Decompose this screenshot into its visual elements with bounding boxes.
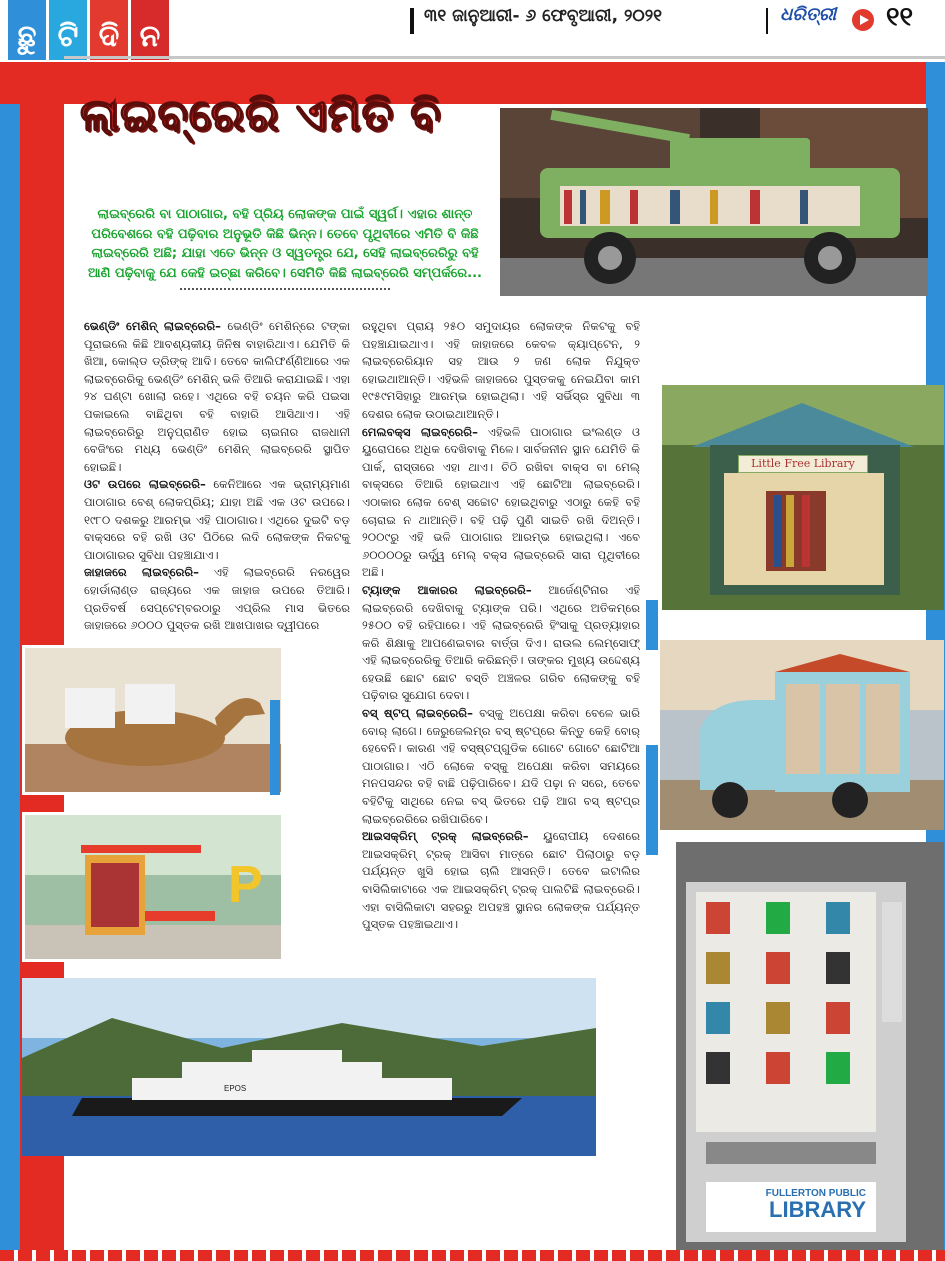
paragraph-text: ରହୁଥିବା ପ୍ରାୟ ୨୫୦ ସମୁଦାୟର ଲୋକଙ୍କ ନିକଟକୁ ବହି ପହଞ୍ଚାଯାଇଥାଏ। ଏହି ଜାହାଜରେ କେବଳ କ୍ୟାପ୍ଟେନ, ୨ ଲାଇବ୍ରେରିୟାନ ସହ ଆଉ ୨ ଜଣ ଲୋକ ନିଯୁକ୍ତ ହୋଇଥାଆନ୍ତି। ଏହିଭଳି ଜାହାଜରେ ପୁସ୍ତକକୁ ନେଇଯିବା କାମ ୧୯୫୯ମସିହାରୁ ଆରମ୍ଭ ହୋଇଥିଲା। ଏହି ସର୍ଭିସ୍‌ର ସୁବିଧା ୩ ଦେଶର ଲୋକ ଉଠାଇଥାଆନ୍ତି। xyxy=(362,319,640,421)
paragraph-ship xyxy=(84,564,350,634)
right-accent-bar xyxy=(646,745,658,855)
subhead: ଆଇସକ୍ରିମ୍ ଟ୍ରକ୍ ଲାଇବ୍ରେରି– xyxy=(362,829,529,844)
camel-library-photo xyxy=(22,645,284,795)
frame-blue-left xyxy=(0,60,20,1260)
bus-stop-sign: P xyxy=(228,856,263,914)
little-free-library-photo xyxy=(662,385,944,610)
article-intro: ଲାଇବ୍ରେରି ବା ପାଠାଗାର, ବହି ପ୍ରିୟ ଲୋକଙ୍କ ପାଇଁ ସ୍ୱର୍ଗ। ଏହାର ଶାନ୍ତ ପରିବେଶରେ ବହି ପଢ଼ିବାର ଅନୁଭୂତି କିଛି ଭିନ୍ନ। ତେବେ ପୃଥିବୀରେ ଏମିତି ବି କିଛି ଲାଇବ୍ରେରି ଅଛି; ଯାହା ଏତେ ଭିନ୍ନ ଓ ସ୍ୱତନ୍ତ୍ର ଯେ, ସେହି ଲାଇବ୍ରେରିରୁ ବହି ଆଣି ପଢ଼ିବାକୁ ଯେ କେହି ଇଚ୍ଛା କରିବେ। ସେମିତି କିଛି ଲାଇବ୍ରେରି ସମ୍ପର୍କରେ... xyxy=(88,207,482,281)
vending-sign-line1: FULLERTON PUBLIC xyxy=(765,1188,866,1199)
subhead: ଭେଣ୍ଡିଂ ମେଶିନ୍ ଲାଇବ୍ରେରି– xyxy=(84,319,221,333)
paragraph-mailbox xyxy=(362,424,640,582)
paragraph-camel xyxy=(84,476,350,564)
masthead-divider xyxy=(766,8,768,34)
body-column-1 xyxy=(84,318,350,635)
section-logo xyxy=(8,0,172,60)
paragraph-text: ବସ୍‌କୁ ଅପେକ୍ଷା କରିବା ବେଳେ ଭାରି ବୋର୍ ଲାଗେ। ଜେରୁଜେଲମ୍‌ର ବସ୍ ଷ୍ଟପ୍‌ରେ କିନ୍ତୁ କେହି ବୋର୍ ହେବେନି। କାରଣ ଏହି ବସ୍‌ଷ୍ଟପ୍‌ଗୁଡିକ ଗୋଟେ ଗୋଟେ ଛୋଟିଆ ପାଠାଗାର। ଏଠି ଲୋକେ ବସ୍‌କୁ ଅପେକ୍ଷା କରିବା ସମୟରେ ମନପସନ୍ଦର ବହି ବାଛି ପଢ଼ିପାରିବେ। ଯଦି ପଢ଼ା ନ ସରେ, ତେବେ ବହିଟିକୁ ସାଥିରେ ନେଇ ବସ୍ ଭିତରେ ପଢ଼ି ଆଗ ବସ୍ ଷ୍ଟପ୍‌ର ଲାଇବ୍ରେରିରେ ରଖିପାରିବେ। xyxy=(362,706,640,826)
subhead: ମେଲବକ୍ସ ଲାଇବ୍ରେରି– xyxy=(362,424,478,439)
bottom-stripe xyxy=(0,1250,945,1261)
masthead xyxy=(0,0,945,62)
section-logo-letter: ଟି xyxy=(49,0,87,60)
paragraph-icecream xyxy=(362,828,640,934)
paragraph-text: ଆର୍ଜେଣ୍ଟିନାର ଏହି ଲାଇବ୍ରେରି ଦେଖିବାକୁ ଟ୍ୟାଙ୍କ ପରି। ଏଥିରେ ଅତିକମ୍‌ରେ ୨୫୦୦ ବହି ରହିପାରେ। ଏହି ଲାଇବ୍ରେରି ହିଂସାକୁ ପ୍ରତ୍ୟାହାର କରି ଶିକ୍ଷାକୁ ଆପଣେଇବାର ବାର୍ତ୍ତା ଦିଏ। ରାଉଲ ଲେମ୍ସୋଫ୍ ଏହି ଲାଇବ୍ରେରିକୁ ତିଆରି କରିଛନ୍ତି। ତାଙ୍କର ମୁଖ୍ୟ ଉଦ୍ଦେଶ୍ୟ ହେଉଛି ଛୋଟ ଛୋଟ ବସ୍ତି ଅଞ୍ଚଳର ଗରିବ ଲୋକଙ୍କୁ ବହି ପଢ଼ିବାର ସୁଯୋଗ ଦେବା। xyxy=(362,582,640,703)
paragraph-text: ୟୁରୋପୀୟ ଦେଶରେ ଆଇସକ୍ରିମ୍ ଟ୍ରକ୍ ଆସିବା ମାତ୍ରେ ଛୋଟ ପିଲାଠାରୁ ବଡ଼ ପର୍ଯ୍ୟନ୍ତ ଖୁସି ହୋଇ ଚାଲି ଆସନ୍ତି। ତେବେ ଇଟାଲିର ବାସିଲିକାଟାରେ ଏକ ଆଇସକ୍ରିମ୍ ଟ୍ରକ୍ ପାଲଟିଛି ଲାଇବ୍ରେରି। ଏହା ବାସିଲିକାଟା ସହରରୁ ଅପହଞ୍ଚ ସ୍ଥାନର ଲୋକଙ୍କ ପର୍ଯ୍ୟନ୍ତ ପୁସ୍ତକ ପହଞ୍ଚାଇଥାଏ। xyxy=(362,829,640,932)
tank-library-photo xyxy=(500,108,928,296)
paragraph-busstop xyxy=(362,705,640,828)
section-logo-letter: ଦି xyxy=(90,0,128,60)
paragraph-text: ଏହିଭଳି ପାଠାଗାର ଇଂଲଣ୍ଡ ଓ ୟୁରୋପରେ ଅଧିକ ଦେଖିବାକୁ ମିଳେ। ସାର୍ବଜନୀନ ସ୍ଥାନ ଯେମିତି କି ପାର୍କ, ରାସ୍ତାରେ ଏହା ଥାଏ। ଚିଠି ରଖିବା ବାକ୍ସ ବା ମେଲ୍ ବାକ୍ସରେ ତିଆରି ହୋଇଥାଏ ଏହି ଛୋଟିଆ ଲାଇବ୍ରେରି। ଏଠାକାର ଲୋକ ବେଶ୍ ସଚ୍ଚୋଟ ହୋଇଥିବାରୁ ଏଠାରୁ କେହି ବହି ଚୋରାଇ ନ ଥାଆନ୍ତି। ବହି ପଢ଼ି ପୁଣି ସାଇତି ରଖି ଦିଅନ୍ତି। ୨୦୦୯ରୁ ଏହି ଭଳି ପାଠାଗାର ଆରମ୍ଭ ହୋଇଥିଲା। ଏବେ ୬୦୦୦୦ରୁ ଊର୍ଦ୍ଧ୍ୱ ମେଲ୍ ବକ୍ସ ଲାଇବ୍ରେରି ସାରା ପୃଥିବୀରେ ଅଛି। xyxy=(362,424,640,580)
right-accent-bar xyxy=(646,600,658,650)
play-icon xyxy=(852,9,874,31)
icecream-truck-library-photo xyxy=(660,640,944,830)
paragraph-ship-cont xyxy=(362,318,640,424)
paragraph-tank xyxy=(362,582,640,705)
vending-sign-line2: LIBRARY xyxy=(769,1197,866,1222)
subhead: ଓଟ ଉପରେ ଲାଇବ୍ରେରି– xyxy=(84,477,206,492)
intro-divider xyxy=(180,288,390,290)
subhead: ବସ୍ ଷ୍ଟପ୍ ଲାଇବ୍ରେରି– xyxy=(362,706,473,721)
section-logo-letter: ନ xyxy=(131,0,169,60)
body-column-2 xyxy=(362,318,640,934)
issue-date: ୩୧ ଜାନୁଆରୀ- ୬ ଫେବୃଆରୀ, ୨୦୨୧ xyxy=(424,6,663,26)
masthead-divider xyxy=(410,8,414,34)
paragraph-text: କେନିଆରେ ଏକ ଭ୍ରାମ୍ୟମାଣ ପାଠାଗାର ବେଶ୍ ଲୋକପ୍ରିୟ; ଯାହା ଅଛି ଏକ ଓଟ ଉପରେ। ୧୯୮୦ ଦଶକରୁ ଆରମ୍ଭ ଏହି ପାଠାଗାର। ଏଥିରେ ଦୁଇଟି ବଡ଼ ବାକ୍ସରେ ବହି ରଖି ଓଟ ପିଠିରେ ଲଦି ଲୋକଙ୍କ ନିକଟକୁ ପାଠାଗାରର ସୁବିଧା ପହଞ୍ଚାଯାଏ। xyxy=(84,477,350,562)
vending-sign xyxy=(712,1188,872,1234)
masthead-rule xyxy=(64,56,945,59)
camel-photo-accent xyxy=(270,700,280,795)
newspaper-brand-logo: ଧରିତ୍ରୀ xyxy=(780,4,837,25)
paragraph-vending xyxy=(84,318,350,476)
boat-name: EPOS xyxy=(224,1084,247,1093)
lfl-sign: Little Free Library xyxy=(738,455,868,473)
article-headline: ଲାଇବ୍ରେରି ଏମିତି ବି xyxy=(80,90,442,141)
paragraph-text: ଏହି ଲାଇବ୍ରେରି ନରୱେର ହୋର୍ଡାଲାଣ୍ଡ ରାଜ୍ୟରେ ଏକ ଜାହାଜ ଉପରେ ତିଆରି। ପ୍ରତିବର୍ଷ ସେପ୍ଟେମ୍ବରଠାରୁ ଏପ୍ରିଲ ମାସ ଭିତରେ ଜାହାଜରେ ୬୦୦୦ ପୁସ୍ତକ ରଖି ଆଖପାଖର ଦ୍ୱୀପରେ xyxy=(84,565,350,633)
subhead: ଜାହାଜରେ ଲାଇବ୍ରେରି– xyxy=(84,565,199,580)
paragraph-text: ଭେଣ୍ଡିଂ ମେଶିନ୍‌ରେ ଟଙ୍କା ପୂରାଇଲେ କିଛି ଆବଶ୍ୟକୀୟ ଜିନିଷ ବାହାରିଥାଏ। ଯେମିତି କି ଖିଆ, କୋଲ୍ଡ ଡ୍ରିଙ୍କ୍ ଆଦି। ତେବେ କାଲିଫର୍ଣ୍ଣିଆରେ ଏକ ଲାଇବ୍ରେରିକୁ ଭେଣ୍ଡିଂ ମେଶିନ୍ ଭଳି ତିଆରି କରାଯାଇଛି। ଏହା ୨୪ ଘଣ୍ଟା ଖୋଲା ରହେ। ଏଥିରେ ବହି ଚୟନ କରି ପଇସା ପକାଇଲେ ବାଛିଥିବା ବହି ବାହାରି ଆସିଥାଏ। ଏହି ଲାଇବ୍ରେରିରୁ ଅନୁପ୍ରାଣିତ ହୋଇ ଚାଇନାର ରାଜଧାନୀ ବେଜିଂରେ ମଧ୍ୟ ଭେଣ୍ଡିଂ ମେଶିନ୍ ଲାଇବ୍ରେରି ସ୍ଥାପିତ ହୋଇଛି। xyxy=(84,319,350,474)
boat-library-photo xyxy=(22,978,596,1156)
subhead: ଟ୍ୟାଙ୍କ ଆକାରର ଲାଇବ୍ରେରି– xyxy=(362,582,532,597)
page-number: ୧୧ xyxy=(886,2,914,32)
section-logo-letter: ଛୁ xyxy=(8,0,46,60)
